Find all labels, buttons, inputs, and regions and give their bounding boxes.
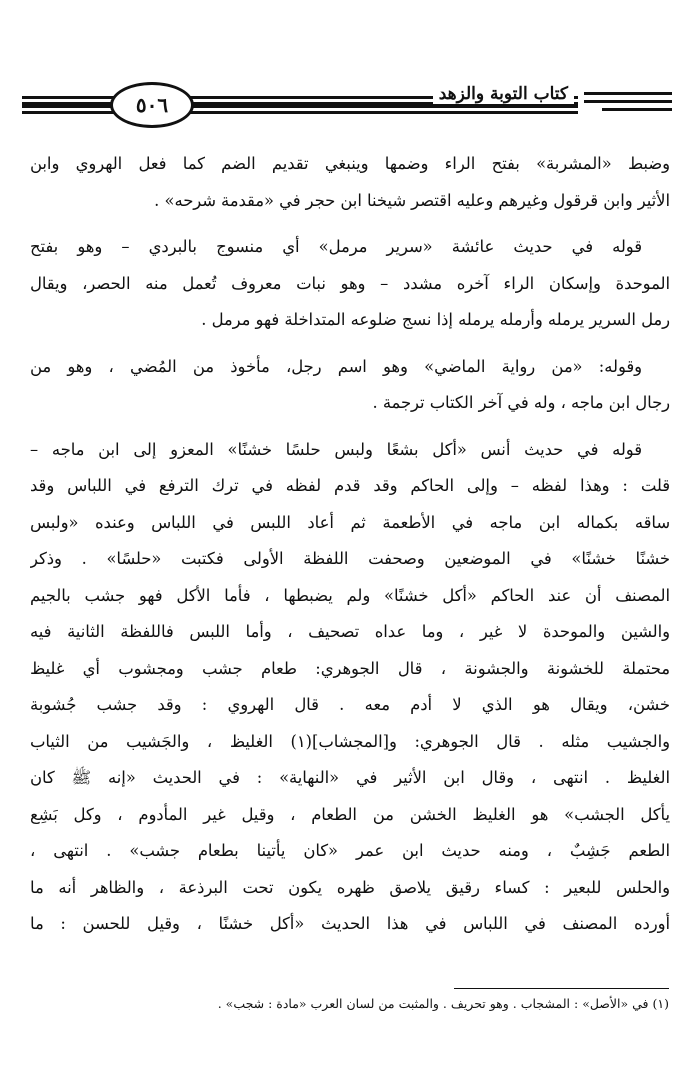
text-line: الغليظ . انتهى ، وقال ابن الأثير في «النهاية» : في الحديث «إنه ﷺ كان (30, 768, 670, 787)
text-line: رمل السرير يرمله وأرمله يرمله إذا نسج ضلوعه المتداخلة فهو مرمل . (201, 310, 670, 329)
text-line: الطعم جَشِبٌ ، ومنه حديث ابن عمر «كان يأتينا بطعام جشب» . انتهى ، (30, 841, 670, 860)
text-line: وقوله: «من رواية الماضي» وهو اسم رجل، مأخوذ من المُضي ، وهو من (30, 356, 642, 376)
text-line: قلت : وهذا لفظه – وإلى الحاكم وقد قدم لفظه في ترك الترفع في اللباس وقد (30, 476, 670, 495)
paragraph-madi (30, 349, 670, 422)
body-text (30, 146, 670, 953)
text-line: والحلس للبعير : كساء رقيق يلاصق ظهره يكون تحت البرذعة ، والظاهر أنه ما (30, 877, 670, 897)
paragraph-anas-hadith (30, 432, 670, 943)
footnote: (١) في «الأصل» : المشجاب . وهو تحريف . والمثبت من لسان العرب «مادة : شجب» . (217, 996, 669, 1011)
text-line: ساقه بكماله ابن ماجه في الأطعمة ثم أعاد اللبس في اللباس وعنده «ولبس (30, 512, 670, 532)
text-line: خشنًا خشنًا» في الموضعين وصحفت اللفظة الأولى فكتبت «حلسًا» . وذكر (30, 549, 670, 568)
book-title: كتاب التوبة والزهد (433, 84, 574, 104)
page-number: ٥٠٦ (110, 82, 194, 128)
text-line: قوله في حديث أنس «أكل بشعًا ولبس حلسًا خشنًا» المعزو إلى ابن ماجه – (30, 439, 642, 459)
text-line: المصنف أن عند الحاكم «أكل خشنًا» ولم يضبطها ، فأما الأكل فهو جشب بالجيم (30, 585, 670, 605)
text-line: محتملة للخشونة والجشونة ، قال الجوهري: طعام جشب ومجشوب أي غليظ (30, 658, 670, 678)
header-rule-connector-bottom (190, 111, 578, 114)
footnote-separator (454, 988, 669, 989)
text-line: خشن، ويقال هو الذي لا أدم معه . قال الهروي : وقد جشب جُشوبة (30, 695, 670, 714)
paragraph-mashraba (30, 146, 670, 219)
text-line: أورده المصنف في اللباس في هذا الحديث «أكل خشنًا ، وقيل للحسن : ما (30, 914, 670, 933)
text-line: يأكل الجشب» هو الغليظ الخشن من الطعام ، وقيل غير المأدوم ، وكل بَشِع (30, 804, 670, 824)
text-line: الأثير وابن قرقول وغيرهم وعليه اقتصر شيخنا ابن حجر في «مقدمة شرحه» . (154, 190, 670, 210)
text-line: الموحدة وإسكان الراء آخره مشدد – وهو نبات معروف تُعمل منه الحصر، ويقال (30, 273, 670, 293)
paragraph-aisha-hadith (30, 229, 670, 339)
text-line: رجال ابن ماجه ، وله في آخر الكتاب ترجمة . (372, 393, 670, 412)
header-rule-middle (22, 102, 114, 108)
text-line: وضبط «المشربة» بفتح الراء وضمها وينبغي تقديم الضم كما فعل الهروي وابن (30, 154, 670, 173)
text-line: قوله في حديث عائشة «سرير مرمل» أي منسوج بالبردي – وهو بفتح (30, 237, 642, 256)
header-ornament (584, 88, 672, 118)
text-line: والشين والموحدة لا غير ، وما عداه تصحيف ، وأما اللبس فاللفظة الثانية فيه (30, 622, 670, 641)
header-rule-top (22, 96, 114, 99)
page-header (22, 78, 672, 134)
header-rule-bottom (22, 111, 114, 114)
text-line: والجشيب مثله . قال الجوهري: و[المجشاب](١) الغليظ ، والجَشيب من الثياب (30, 731, 670, 751)
